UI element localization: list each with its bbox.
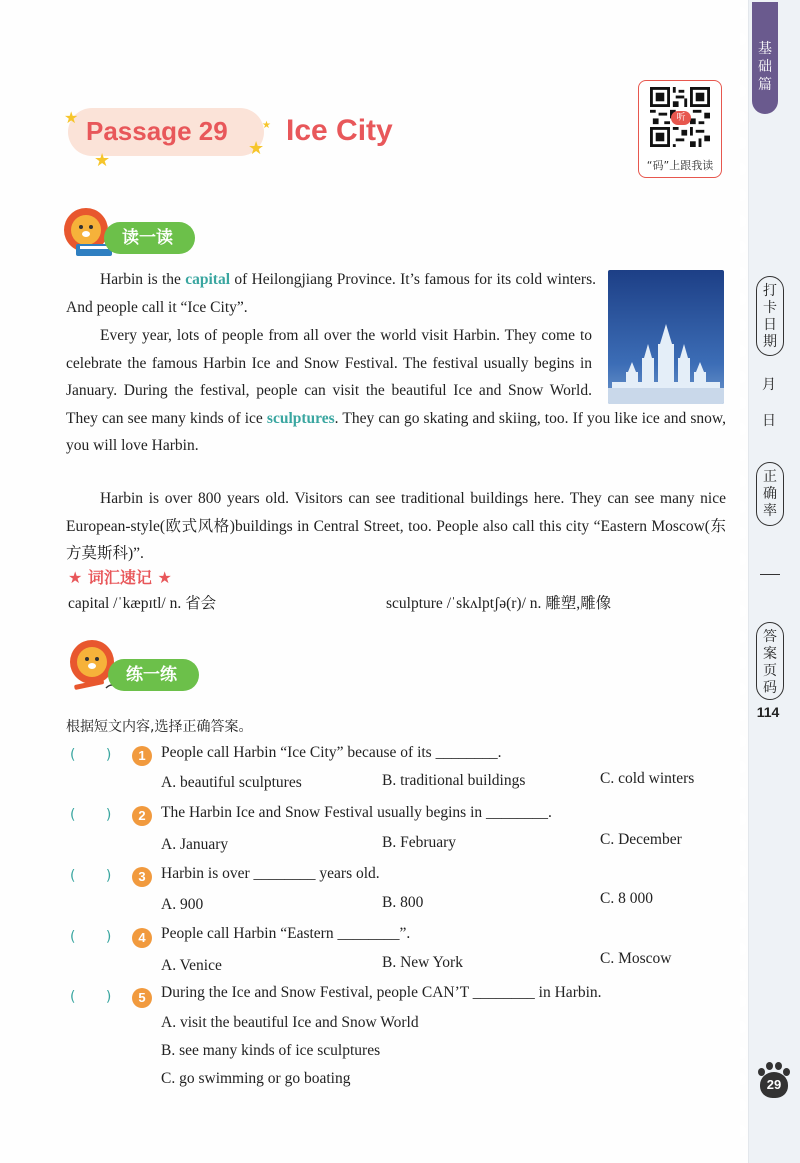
answer-page-label: 答案页码 <box>763 629 777 696</box>
vocab-capital: capital /ˈkæpɪtl/ n. 省会 <box>68 595 217 612</box>
question-text: People call Harbin “Ice City” because of its ________. <box>161 744 502 761</box>
answer-paren[interactable]: ( ) <box>70 747 112 763</box>
question-text: During the Ice and Snow Festival, people CAN’T ________ in Harbin. <box>161 984 602 1001</box>
option-a[interactable]: A. visit the beautiful Ice and Snow World <box>161 1014 419 1031</box>
passage-number: Passage 29 <box>86 116 228 146</box>
option-a[interactable]: A. beautiful sculptures <box>161 774 302 791</box>
option-c[interactable]: C. Moscow <box>600 950 672 967</box>
option-b[interactable]: B. February <box>382 834 457 851</box>
option-b[interactable]: B. see many kinds of ice sculptures <box>161 1042 381 1059</box>
answer-page-number: 114 <box>756 704 780 720</box>
option-b[interactable]: B. New York <box>382 954 463 971</box>
option-a[interactable]: A. Venice <box>161 957 222 974</box>
ice-castle-photo <box>608 270 724 404</box>
question-number: 2 <box>132 806 152 826</box>
passage-text: Harbin is the <box>100 271 186 288</box>
page-number: 29 <box>760 1072 788 1098</box>
side-strip <box>748 0 800 1163</box>
option-a[interactable]: A. January <box>161 836 229 853</box>
star-icon: ★ <box>248 138 265 159</box>
keyword-sculptures[interactable]: sculptures <box>266 409 335 427</box>
option-c[interactable]: C. cold winters <box>600 770 695 787</box>
answer-paren[interactable]: ( ) <box>70 807 112 823</box>
listen-badge: 听 <box>671 111 691 125</box>
star-icon: ★ <box>94 150 111 171</box>
checkin-label: 打卡日期 <box>763 283 777 350</box>
qr-caption: “码”上跟我读 <box>646 159 714 172</box>
passage-paragraph-3: Harbin is over 800 years old. Visitors can see traditional buildings here. They can see many nice European-style(欧式风格)buildings in Central Street, too. People also call this city “Eastern Moscow(东方莫斯科)”. <box>66 490 726 562</box>
passage-text: Every year, lots of people from all over the world visit Harbin. They come to celebrate the famous Harbin Ice and Snow Festival. The festival usually begins in January. During the festival, people can visit the beautiful Ice and Snow World. They can see many kinds of ice <box>66 327 592 427</box>
star-icon: ★ <box>64 108 79 127</box>
option-a[interactable]: A. 900 <box>161 896 204 913</box>
accuracy-line <box>760 574 780 575</box>
paw-toe <box>766 1062 773 1070</box>
side-scallop-edge <box>740 0 754 1140</box>
paw-toe <box>775 1062 782 1070</box>
vocab-title: ★ 词汇速记 ★ <box>68 568 172 587</box>
question-number: 1 <box>132 746 152 766</box>
question-text: The Harbin Ice and Snow Festival usually begins in ________. <box>161 804 552 821</box>
passage-text: of Heilongjiang Province. It’s famous for its cold winters. And people call it “Ice City”. <box>66 271 596 316</box>
paw-toe <box>783 1068 790 1076</box>
star-icon: ★ <box>262 120 271 131</box>
basic-tab-label: 基础篇 <box>758 41 772 93</box>
answer-page-box <box>756 622 784 700</box>
qr-code-box[interactable] <box>638 80 722 178</box>
basic-tab[interactable] <box>752 2 778 114</box>
practice-section-label: 练一练 <box>108 659 199 691</box>
accuracy-label: 正确率 <box>763 469 777 519</box>
passage-paragraph-1 <box>66 266 596 321</box>
accuracy-box <box>756 462 784 526</box>
instruction: 根据短文内容,选择正确答案。 <box>66 719 253 735</box>
read-section-label: 读一读 <box>104 222 195 254</box>
keyword-capital[interactable]: capital <box>185 271 231 288</box>
question-number: 3 <box>132 867 152 887</box>
page-number-paw <box>756 1062 790 1100</box>
option-b[interactable]: B. traditional buildings <box>382 772 526 789</box>
page-title: Ice City <box>286 114 393 147</box>
option-b[interactable]: B. 800 <box>382 894 424 911</box>
vocab-sculpture: sculpture /ˈskʌlptʃə(r)/ n. 雕塑,雕像 <box>386 595 612 612</box>
checkin-date-box <box>756 276 784 356</box>
month-label: 月 <box>762 377 776 393</box>
question-number: 4 <box>132 928 152 948</box>
passage-text: . They can go skating and skiing, too. If you like ice and snow, you will love Harbin. <box>66 409 726 454</box>
question-number: 5 <box>132 988 152 1008</box>
day-label: 日 <box>762 413 776 429</box>
question-text: Harbin is over ________ years old. <box>161 865 380 882</box>
answer-paren[interactable]: ( ) <box>70 868 112 884</box>
answer-paren[interactable]: ( ) <box>70 929 112 945</box>
option-c[interactable]: C. December <box>600 831 682 848</box>
option-c[interactable]: C. go swimming or go boating <box>161 1070 351 1087</box>
answer-paren[interactable]: ( ) <box>70 989 112 1005</box>
question-text: People call Harbin “Eastern ________”. <box>161 925 411 942</box>
option-c[interactable]: C. 8 000 <box>600 890 653 907</box>
